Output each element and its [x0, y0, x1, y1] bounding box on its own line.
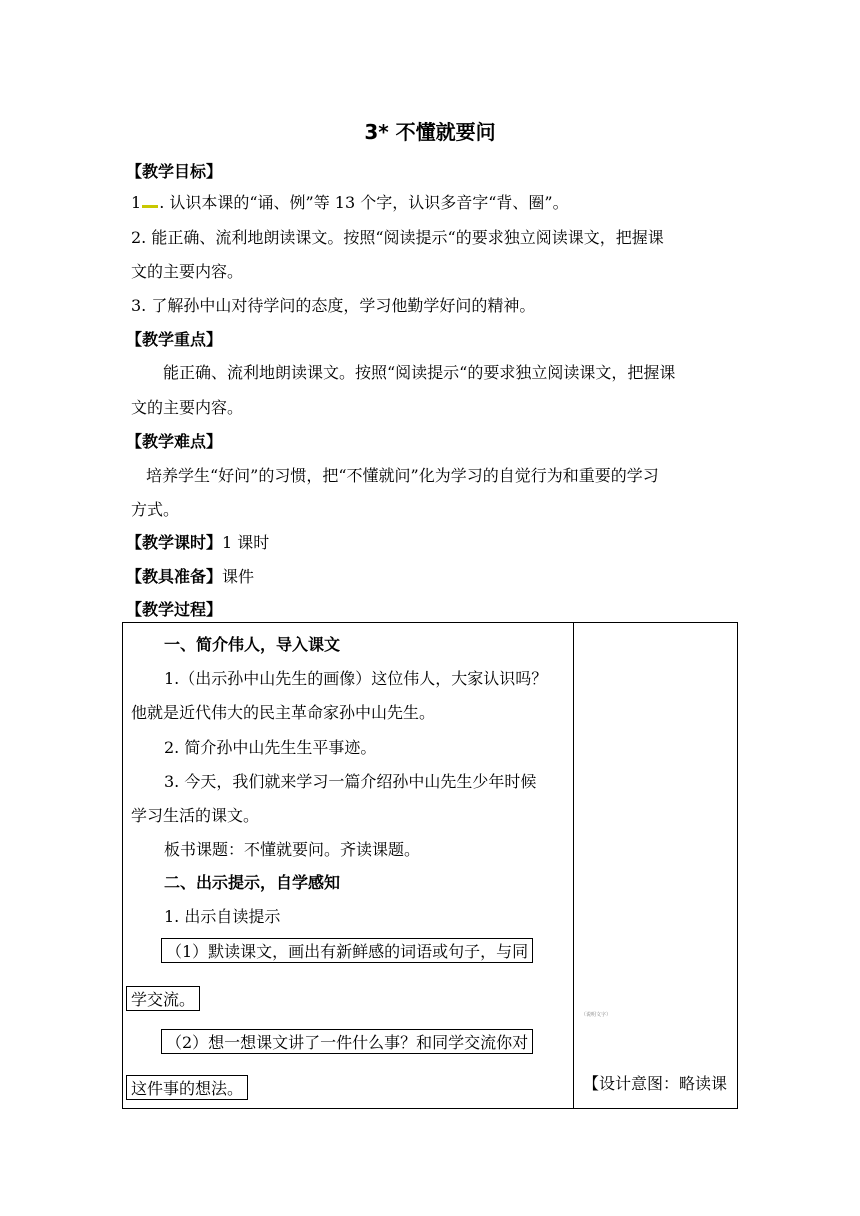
tip-2-line-2: 这件事的想法。: [126, 1075, 248, 1100]
objective-item-1-text: . 认识本课的“诵、例”等 13 个字，认识多音字“背、圈”。: [159, 193, 569, 212]
tip-2-line-1: （2）想一想课文讲了一件什么事？和同学交流你对: [161, 1029, 533, 1054]
s1-item-3-line-2: 学习生活的课文。: [131, 806, 260, 825]
tools-row: [126, 564, 254, 587]
hours-value: 1 课时: [222, 533, 270, 552]
tools-value: 课件: [222, 567, 255, 586]
difficulties-heading: 【教学难点】: [126, 432, 223, 451]
section-2-heading: 二、出示提示，自学感知: [164, 873, 341, 892]
table-column-divider: [573, 623, 574, 1108]
tip-1-line-2: 学交流。: [126, 986, 200, 1011]
process-table: [122, 622, 738, 1109]
hours-label: 【教学课时】: [126, 533, 223, 552]
key-points-line-2: 文的主要内容。: [131, 398, 244, 417]
tools-label: 【教具准备】: [126, 567, 223, 586]
objective-item-1-number: 1: [131, 193, 142, 212]
key-points-heading: 【教学重点】: [126, 330, 223, 349]
s1-item-1-line-1: 1.（出示孙中山先生的画像）这位伟人，大家认识吗？: [164, 669, 548, 688]
s1-item-3-line-1: 3. 今天，我们就来学习一篇介绍孙中山先生少年时候: [164, 772, 537, 791]
section-1-heading: 一、简介伟人，导入课文: [164, 635, 341, 654]
s1-board-title: 板书课题：不懂就要问。齐读课题。: [164, 840, 421, 859]
hours-row: [126, 530, 269, 553]
tiny-note: （说明文字）: [581, 1012, 612, 1018]
process-heading: 【教学过程】: [126, 600, 223, 619]
objective-item-1: [131, 190, 569, 213]
objective-item-2-line-2: 文的主要内容。: [131, 262, 244, 281]
s2-item-1: 1. 出示自读提示: [164, 907, 281, 926]
key-points-line-1: 能正确、流利地朗读课文。按照“阅读提示“的要求独立阅读课文，把握课: [163, 363, 676, 382]
objectives-heading: 【教学目标】: [126, 162, 223, 181]
objective-item-2-line-1: 2. 能正确、流利地朗读课文。按照“阅读提示“的要求独立阅读课文，把握课: [131, 228, 664, 247]
objective-item-3: 3. 了解孙中山对待学问的态度，学习他勤学好问的精神。: [131, 296, 536, 315]
design-intent-label: 【设计意图：略读课: [583, 1074, 728, 1093]
difficulties-line-1: 培养学生“好问”的习惯，把“不懂就问”化为学习的自觉行为和重要的学习: [146, 466, 659, 485]
s1-item-2: 2. 简介孙中山先生生平事迹。: [164, 738, 377, 757]
page-title: 3* 不懂就要问: [364, 120, 496, 144]
tip-1-line-1: （1）默读课文，画出有新鲜感的词语或句子，与同: [161, 938, 533, 963]
highlight-mark: [142, 194, 158, 208]
s1-item-1-line-2: 他就是近代伟大的民主革命家孙中山先生。: [131, 703, 436, 722]
difficulties-line-2: 方式。: [131, 500, 180, 519]
